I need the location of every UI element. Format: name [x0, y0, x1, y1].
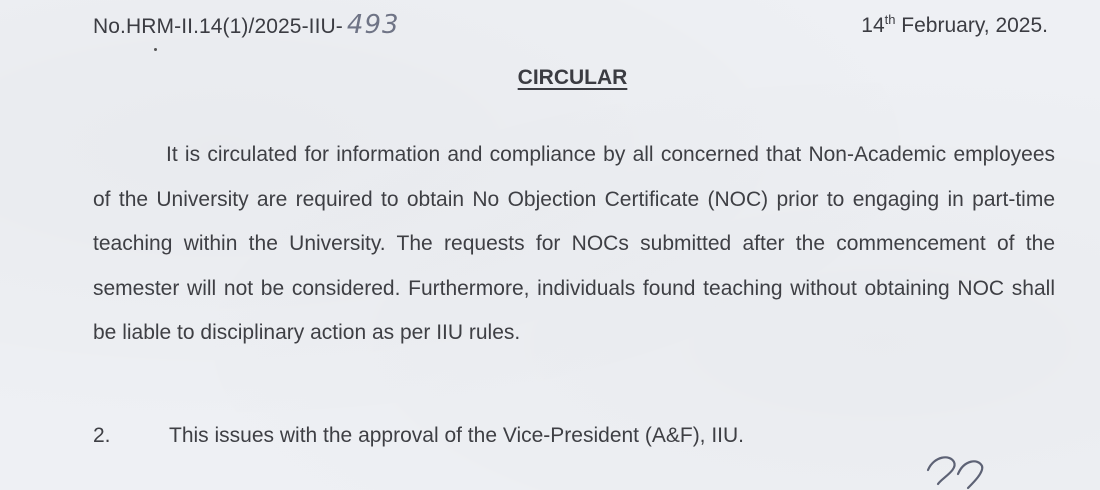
paragraph-2: [93, 424, 744, 448]
paragraph-2-text: This issues with the approval of the Vice-President (A&F), IIU.: [169, 424, 745, 447]
document-heading: CIRCULAR: [517, 66, 628, 89]
paragraph-1: It is circulated for information and compliance by all concerned that Non-Academic employees of the University are required to obtain No Objection Certificate (NOC) prior to engaging in part-time teaching within the University. The requests for NOCs submitted after the commencement of the semester will not be considered. Furthermore, individuals found teaching without obtaining NOC shall be liable to disciplinary action as per IIU rules.: [93, 143, 1055, 344]
date-suffix: th: [884, 12, 896, 27]
handwritten-reference-number: 493: [346, 10, 400, 40]
reference-number: [93, 10, 400, 40]
document-date: [861, 12, 1048, 38]
paragraph-2-number: 2.: [93, 424, 111, 447]
date-rest: February, 2025.: [895, 14, 1048, 37]
signature-mark: [920, 448, 990, 490]
reference-prefix: No.HRM-II.14(1)/2025-IIU-: [93, 15, 343, 38]
stray-mark: [154, 48, 157, 51]
date-day: 14: [861, 14, 885, 37]
